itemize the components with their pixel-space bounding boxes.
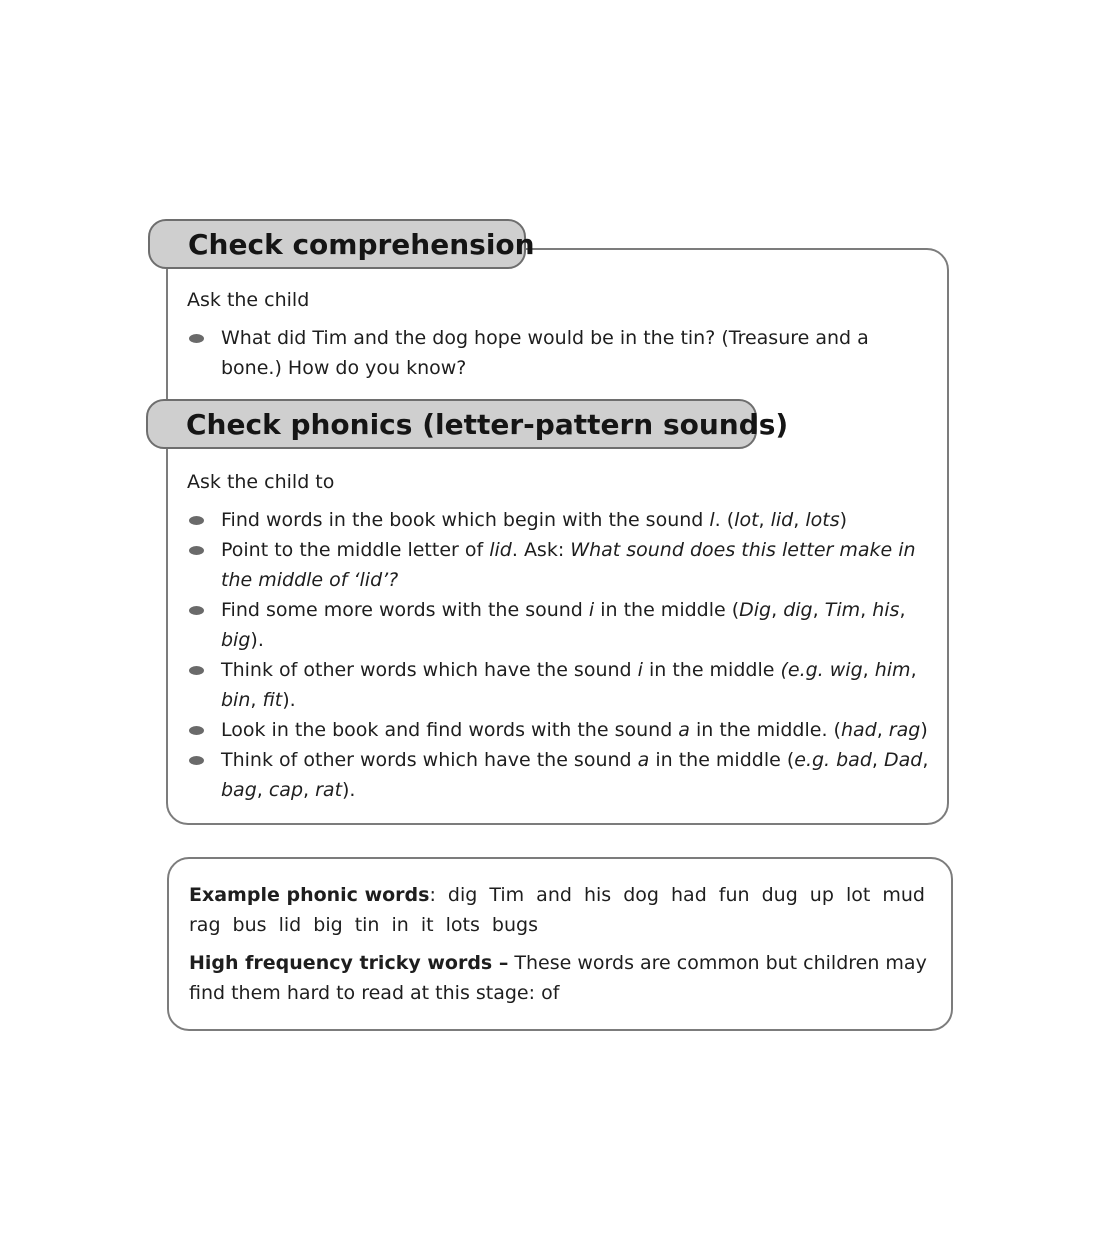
bullet-icon xyxy=(189,666,204,675)
bullet-icon xyxy=(189,516,204,525)
list-item: Think of other words which have the sound i in the middle (e.g. wig, him, bin, fit). xyxy=(187,655,928,715)
comprehension-heading xyxy=(148,219,535,269)
list-item: Think of other words which have the sound a in the middle (e.g. bad, Dad, bag, cap, rat). xyxy=(187,745,928,805)
list-item: Find words in the book which begin with the sound l. (lot, lid, lots) xyxy=(187,505,928,535)
comprehension-heading-text: Check comprehension xyxy=(188,227,535,261)
phonics-heading xyxy=(146,399,789,449)
comprehension-list xyxy=(187,323,869,383)
list-item: Find some more words with the sound i in the middle (Dig, dig, Tim, his, big). xyxy=(187,595,928,655)
tricky-label: High frequency tricky words – xyxy=(189,952,509,974)
phonic-label: Example phonic words xyxy=(189,884,430,906)
bullet-icon xyxy=(189,546,204,555)
list-item: Point to the middle letter of lid. Ask: What sound does this letter make in the middle of ‘lid’? xyxy=(187,535,928,595)
bullet-icon xyxy=(189,756,204,765)
phonics-heading-text: Check phonics (letter-pattern sounds) xyxy=(186,407,789,441)
list-item: Look in the book and find words with the sound a in the middle. (had, rag) xyxy=(187,715,928,745)
bullet-icon xyxy=(189,606,204,615)
list-item: What did Tim and the dog hope would be in the tin? (Treasure and a bone.) How do you know? xyxy=(187,323,869,383)
phonics-intro: Ask the child to xyxy=(187,471,335,493)
example-phonic-words: Example phonic words: dig Tim and his dog had fun dug up lot mud rag bus lid big tin in it lots bugs xyxy=(189,884,925,936)
phonics-list xyxy=(187,505,928,805)
tricky-words: High frequency tricky words – These words are common but children may find them hard to read at this stage: of xyxy=(189,952,927,1004)
comprehension-intro: Ask the child xyxy=(187,289,310,311)
bullet-icon xyxy=(189,334,204,343)
bullet-icon xyxy=(189,726,204,735)
